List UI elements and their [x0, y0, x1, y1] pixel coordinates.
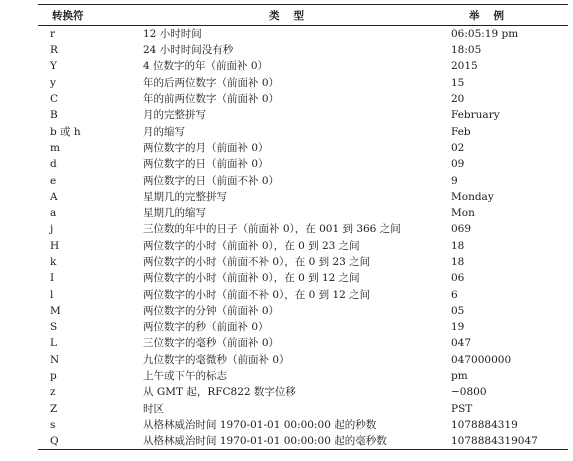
cell-example: Monday: [451, 190, 494, 203]
table-row: [38, 107, 568, 123]
header-row: [38, 5, 568, 26]
cell-description: 九位数字的毫微秒（前面补 0）: [143, 353, 290, 366]
cell-description: 两位数字的日（前面补 0）: [143, 158, 269, 171]
cell-example: pm: [451, 370, 468, 383]
cell-symbol: p: [50, 370, 57, 383]
cell-example: 20: [451, 93, 465, 106]
cell-description: 两位数字的日（前面不补 0）: [143, 174, 280, 187]
cell-symbol: j: [50, 223, 54, 236]
cell-example: 069: [451, 223, 472, 236]
table-row: [38, 319, 568, 335]
table-row: [38, 238, 568, 254]
cell-description: 从 GMT 起，RFC822 数字位移: [143, 386, 296, 399]
table-row: [38, 286, 568, 302]
cell-example: Feb: [451, 125, 471, 138]
table-row: [38, 42, 568, 58]
cell-symbol: l: [50, 288, 54, 301]
cell-symbol: d: [50, 158, 57, 171]
cell-symbol: m: [50, 141, 60, 154]
cell-symbol: B: [50, 109, 58, 122]
table-row: [38, 368, 568, 384]
cell-description: 两位数字的月（前面补 0）: [143, 141, 269, 154]
cell-symbol: e: [50, 174, 57, 187]
cell-symbol: M: [50, 304, 61, 317]
cell-example: Mon: [451, 207, 475, 220]
cell-description: 从格林威治时间 1970-01-01 00:00:00 起的毫秒数: [134, 433, 439, 450]
cell-symbol: Y: [50, 60, 57, 73]
table-body: [38, 26, 568, 450]
cell-description: 24 小时时间没有秒: [143, 44, 234, 57]
table-header: [38, 5, 568, 26]
cell-example: 1078884319: [451, 418, 518, 431]
cell-description: 星期几的完整拼写: [143, 190, 227, 203]
cell-example: 6: [451, 288, 458, 301]
cell-example: 9: [451, 174, 458, 187]
cell-symbol: y: [50, 76, 56, 89]
cell-example: 047000000: [451, 353, 512, 366]
header-type: 类型: [134, 5, 439, 26]
table-row: [38, 384, 568, 400]
table-row: [38, 221, 568, 237]
cell-symbol: C: [50, 93, 59, 106]
cell-description: 两位数字的秒（前面补 0）: [143, 321, 269, 334]
table-row: [38, 172, 568, 188]
table-row: [38, 156, 568, 172]
cell-example: PST: [451, 402, 473, 415]
cell-symbol: k: [50, 256, 57, 268]
cell-description: 月的缩写: [143, 125, 185, 138]
table-row: [38, 91, 568, 107]
cell-example: 18: [451, 256, 465, 268]
table-row: [38, 352, 568, 368]
cell-example: 2015: [451, 60, 478, 73]
cell-example: 06: [451, 272, 465, 285]
cell-description: 从格林威治时间 1970-01-01 00:00:00 起的秒数: [143, 418, 377, 431]
table-row: [38, 417, 568, 433]
cell-symbol: S: [50, 321, 58, 334]
cell-symbol: R: [50, 44, 58, 57]
table-row: [38, 140, 568, 156]
table-row: [38, 123, 568, 139]
cell-description: 三位数字的毫秒（前面补 0）: [143, 337, 280, 350]
cell-symbol: A: [50, 190, 58, 203]
table-row: [38, 205, 568, 221]
cell-symbol: a: [50, 207, 57, 220]
table-row: [38, 75, 568, 91]
cell-symbol: N: [50, 353, 60, 366]
cell-example: 15: [451, 76, 465, 89]
cell-description: 上午或下午的标志: [143, 370, 227, 383]
conversion-table: [38, 4, 568, 450]
cell-example: −0800: [451, 386, 487, 399]
table-row: [38, 189, 568, 205]
cell-description: 12 小时时间: [143, 28, 202, 40]
cell-description: 两位数字的分钟（前面补 0）: [143, 304, 280, 317]
cell-example: 1078884319047: [439, 433, 568, 450]
cell-description: 年的后两位数字（前面补 0）: [143, 76, 280, 89]
cell-example: 18:05: [451, 44, 482, 57]
header-symbol: 转换符: [38, 5, 134, 26]
cell-example: 18: [451, 239, 465, 252]
cell-description: 月的完整拼写: [143, 109, 206, 122]
cell-example: 05: [451, 304, 465, 317]
cell-description: 两位数字的小时（前面补 0），在 0 到 12 之间: [143, 272, 360, 285]
cell-description: 年的前两位数字（前面补 0）: [143, 93, 280, 106]
cell-symbol: I: [50, 272, 55, 285]
cell-symbol: L: [50, 337, 57, 350]
cell-description: 4 位数字的年（前面补 0）: [143, 60, 269, 73]
cell-description: 时区: [143, 402, 164, 415]
cell-symbol: Z: [50, 402, 58, 415]
cell-description: 两位数字的小时（前面不补 0），在 0 到 12 之间: [143, 288, 371, 301]
cell-example: 047: [451, 337, 472, 350]
cell-description: 两位数字的小时（前面补 0），在 0 到 23 之间: [143, 239, 360, 252]
cell-example: February: [451, 109, 500, 122]
table-row: [38, 303, 568, 319]
cell-description: 两位数字的小时（前面不补 0），在 0 到 23 之间: [143, 256, 371, 268]
cell-example: 09: [451, 158, 465, 171]
table-row: [38, 433, 568, 450]
table-row: [38, 254, 568, 270]
table-row: [38, 58, 568, 74]
cell-symbol: s: [50, 418, 56, 431]
table-row: [38, 401, 568, 417]
header-example: 举例: [439, 5, 568, 26]
table-row: [38, 26, 568, 43]
cell-example: 06:05:19 pm: [451, 28, 519, 40]
cell-symbol: H: [50, 239, 60, 252]
cell-symbol: Q: [38, 433, 134, 450]
cell-example: 02: [451, 141, 465, 154]
cell-description: 三位数的年中的日子（前面补 0），在 001 到 366 之间: [143, 223, 401, 236]
cell-symbol: z: [50, 386, 56, 399]
table-row: [38, 335, 568, 351]
table-row: [38, 270, 568, 286]
cell-description: 星期几的缩写: [143, 207, 206, 220]
cell-symbol: r: [50, 28, 56, 40]
cell-example: 19: [451, 321, 465, 334]
cell-symbol: b 或 h: [50, 125, 81, 138]
